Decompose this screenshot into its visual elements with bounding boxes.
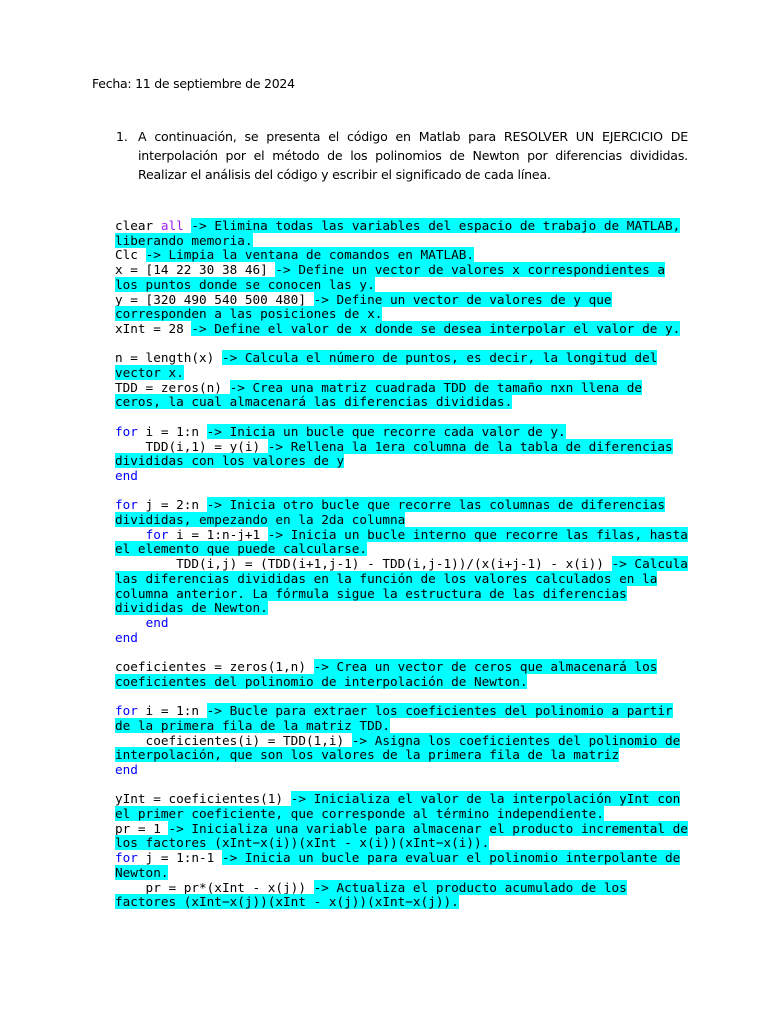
- comment-text: el elemento que puede calcularse.: [115, 541, 368, 557]
- code-text: pr = 1: [115, 820, 169, 836]
- code-text: j = 2:n: [137, 497, 207, 513]
- comment-text: -> Elimina todas las variables del espacio de trabajo de MATLAB,: [191, 218, 681, 233]
- code-text: TDD(i,j) = (TDD(i+1,j-1) - TDD(i,j-1))/(x(i+j-1) - x(i)): [115, 556, 612, 572]
- keyword: end: [115, 629, 138, 645]
- code-line: [115, 381, 690, 396]
- keyword: for: [145, 526, 169, 542]
- code-line: [115, 263, 690, 278]
- comment-text: -> Actualiza el producto acumulado de los: [313, 879, 627, 895]
- comment-text: -> Rellena la 1era columna de la tabla de diferencias: [267, 438, 673, 454]
- code-line: [115, 395, 690, 410]
- code-line: [115, 881, 690, 896]
- comment-text: -> Inicializa el valor de la interpolación yInt con: [290, 791, 681, 807]
- comment-text: las diferencias divididas en la función de los valores calculados en la: [115, 570, 658, 586]
- comment-text: -> Define el valor de x donde se desea interpolar el valor de y.: [191, 320, 681, 336]
- comment-text: -> Bucle para extraer los coeficientes del polinomio a partir: [206, 703, 673, 719]
- comment-text: -> Asigna los coeficientes del polinomio de: [351, 732, 681, 748]
- blank-line: [115, 778, 690, 793]
- code-text: yInt = coeficientes(1): [115, 791, 291, 807]
- comment-text: interpolación, que son los valores de la primera fila de la matriz: [115, 747, 620, 763]
- comment-text: -> Limpia la ventana de comandos en MATLAB.: [145, 247, 475, 263]
- comment-text: vector x.: [115, 365, 184, 381]
- code-text: y = [320 490 540 500 480]: [115, 291, 314, 307]
- code-line: [115, 836, 690, 851]
- comment-text: coeficientes del polinomio de interpolación de Newton.: [115, 673, 528, 689]
- numbered-item: [116, 127, 688, 184]
- code-line: [115, 763, 690, 778]
- code-text: TDD = zeros(n): [115, 379, 230, 395]
- code-line: [115, 792, 690, 807]
- keyword: end: [115, 761, 138, 777]
- keyword: for: [115, 423, 138, 439]
- comment-text: liberando memoria.: [115, 232, 253, 248]
- code-line: [115, 587, 690, 602]
- comment-text: -> Inicia un bucle que recorre cada valor de y.: [206, 423, 566, 439]
- blank-line: [115, 410, 690, 425]
- code-line: [115, 542, 690, 557]
- comment-text: -> Calcula el número de puntos, es decir, la longitud del: [221, 350, 658, 366]
- comment-text: los puntos donde se conocen las y.: [115, 276, 375, 292]
- code-text: i = 1:n-j+1: [168, 526, 268, 542]
- code-line: [115, 748, 690, 763]
- code-line: [115, 866, 690, 881]
- item-text: A continuación, se presenta el código en Matlab para RESOLVER UN EJERCICIO DE interpolación por el método de los polinomios de Newton por diferencias divididas. Realizar el análisis del código y escribir el significado de cada línea.: [138, 129, 688, 182]
- code-line: [115, 895, 690, 910]
- date-line: Fecha: 11 de septiembre de 2024: [92, 76, 295, 91]
- comment-text: el primer coeficiente, que corresponde al término independiente.: [115, 806, 604, 822]
- comment-text: de la primera fila de la matriz TDD.: [115, 717, 390, 733]
- blank-line: [115, 689, 690, 704]
- comment-text: -> Inicia un bucle para evaluar el polinomio interpolante de: [221, 850, 681, 866]
- comment-text: -> Inicia otro bucle que recorre las columnas de diferencias: [206, 497, 665, 513]
- comment-text: -> Inicia un bucle interno que recorre las filas, hasta: [267, 526, 688, 542]
- comment-text: columna anterior. La fórmula sigue la estructura de las diferencias: [115, 585, 627, 601]
- comment-text: -> Crea un vector de ceros que almacenará los: [313, 659, 658, 675]
- code-line: [115, 528, 690, 543]
- code-text: clear: [115, 218, 161, 233]
- keyword: end: [115, 467, 138, 483]
- code-line: [115, 278, 690, 293]
- code-line: [115, 734, 690, 749]
- code-text: coeficientes(i) = TDD(1,i): [115, 732, 352, 748]
- code-line: [115, 322, 690, 337]
- code-line: [115, 631, 690, 646]
- code-line: [115, 513, 690, 528]
- blank-line: [115, 337, 690, 352]
- code-line: [115, 307, 690, 322]
- code-text: TDD(i,1) = y(i): [115, 438, 268, 454]
- code-text: [115, 527, 146, 542]
- code-line: [115, 807, 690, 822]
- item-number: 1.: [116, 129, 128, 144]
- comment-text: -> Define un vector de valores de y que: [313, 291, 612, 307]
- code-text: j = 1:n-1: [137, 850, 222, 866]
- keyword: all: [160, 218, 184, 233]
- comment-text: Newton.: [115, 864, 169, 880]
- code-line: [115, 851, 690, 866]
- code-line: [115, 248, 690, 263]
- code-text: [115, 615, 146, 630]
- comment-text: los factores (xInt−x(i))(xInt - x(i))(xInt−x(i)).: [115, 835, 490, 851]
- code-line: [115, 219, 690, 234]
- code-line: [115, 704, 690, 719]
- comment-text: divididas con los valores de y: [115, 453, 345, 469]
- code-line: [115, 454, 690, 469]
- code-line: [115, 351, 690, 366]
- code-text: xInt = 28: [115, 320, 192, 336]
- comment-text: factores (xInt−x(j))(xInt - x(j))(xInt−x(j)).: [115, 894, 459, 910]
- code-line: [115, 557, 690, 572]
- keyword: for: [115, 703, 138, 719]
- code-line: [115, 572, 690, 587]
- keyword: for: [115, 497, 138, 513]
- code-line: [115, 660, 690, 675]
- code-line: [115, 234, 690, 249]
- code-line: [115, 675, 690, 690]
- code-line: [115, 601, 690, 616]
- keyword: end: [145, 614, 169, 630]
- code-line: [115, 498, 690, 513]
- code-text: n = length(x): [115, 350, 222, 366]
- code-text: i = 1:n: [137, 423, 207, 439]
- code-line: [115, 425, 690, 440]
- comment-text: -> Calcula: [611, 556, 688, 572]
- code-text: i = 1:n: [137, 703, 207, 719]
- code-line: [115, 469, 690, 484]
- code-line: [115, 719, 690, 734]
- code-text: x = [14 22 30 38 46]: [115, 262, 276, 278]
- code-text: coeficientes = zeros(1,n): [115, 659, 314, 675]
- code-line: [115, 440, 690, 455]
- comment-text: -> Crea una matriz cuadrada TDD de tamaño nxn llena de: [229, 379, 643, 395]
- comment-text: ceros, la cual almacenará las diferencias divididas.: [115, 394, 513, 410]
- code-line: [115, 366, 690, 381]
- blank-line: [115, 484, 690, 499]
- code-text: Clc: [115, 247, 146, 263]
- code-line: [115, 616, 690, 631]
- keyword: for: [115, 850, 138, 866]
- comment-text: divididas, empezando en la 2da columna: [115, 512, 406, 528]
- comment-text: -> Define un vector de valores x correspondientes a: [275, 262, 665, 278]
- blank-line: [115, 645, 690, 660]
- code-line: [115, 822, 690, 837]
- comment-text: divididas de Newton.: [115, 600, 268, 616]
- code-line: [115, 293, 690, 308]
- code-block: [115, 219, 690, 910]
- comment-text: corresponden a las posiciones de x.: [115, 306, 383, 322]
- code-text: pr = pr*(xInt - x(j)): [115, 879, 314, 895]
- comment-text: -> Inicializa una variable para almacenar el producto incremental de: [168, 820, 688, 836]
